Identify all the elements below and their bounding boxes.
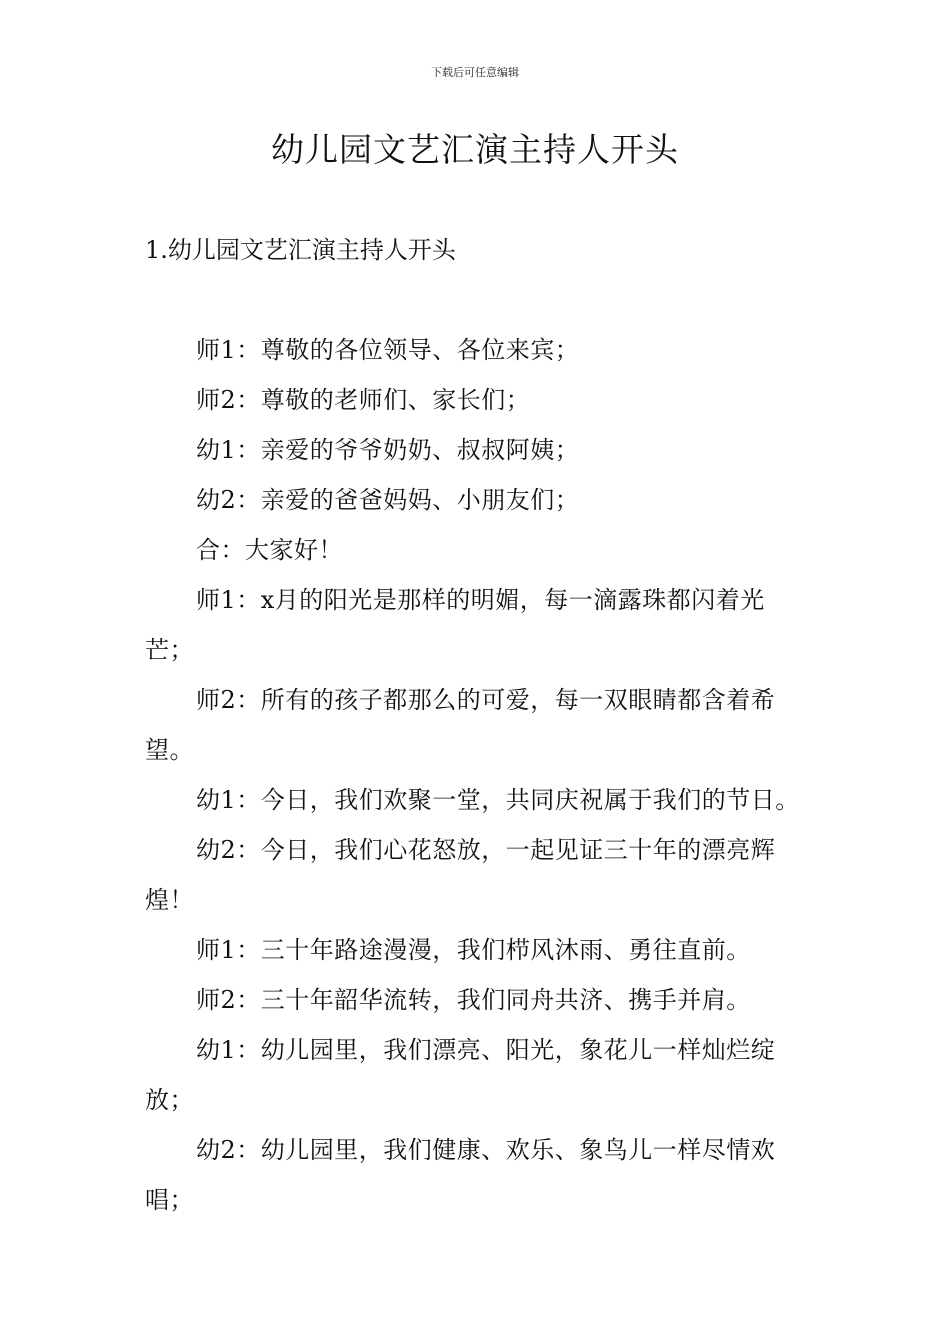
paragraph: 幼1：幼儿园里，我们漂亮、阳光，象花儿一样灿烂绽放； [145, 1036, 776, 1114]
paragraph: 师2：所有的孩子都那么的可爱，每一双眼睛都含着希望。 [145, 686, 776, 764]
paragraph: 幼2：今日，我们心花怒放，一起见证三十年的漂亮辉煌！ [145, 836, 776, 914]
paragraph: 幼2：亲爱的爸爸妈妈、小朋友们； [196, 486, 580, 514]
paragraph: 幼1：今日，我们欢聚一堂，共同庆祝属于我们的节日。 [196, 786, 800, 814]
document-title: 幼儿园文艺汇演主持人开头 [271, 130, 679, 169]
header-note: 下载后可任意编辑 [431, 66, 519, 79]
paragraph: 合：大家好！ [196, 536, 343, 564]
paragraph: 师1：x月的阳光是那样的明媚，每一滴露珠都闪着光芒； [145, 586, 765, 664]
paragraph: 幼1：亲爱的爷爷奶奶、叔叔阿姨； [196, 436, 580, 464]
paragraph: 幼2：幼儿园里，我们健康、欢乐、象鸟儿一样尽情欢唱； [145, 1136, 776, 1214]
paragraph: 师1：尊敬的各位领导、各位来宾； [196, 336, 580, 364]
paragraph: 师1：三十年路途漫漫，我们栉风沐雨、勇往直前。 [196, 936, 751, 964]
document-body [145, 325, 810, 1225]
section-heading: 1.幼儿园文艺汇演主持人开头 [145, 236, 456, 264]
paragraph: 师2：三十年韶华流转，我们同舟共济、携手并肩。 [196, 986, 751, 1014]
paragraph: 师2：尊敬的老师们、家长们； [196, 386, 531, 414]
